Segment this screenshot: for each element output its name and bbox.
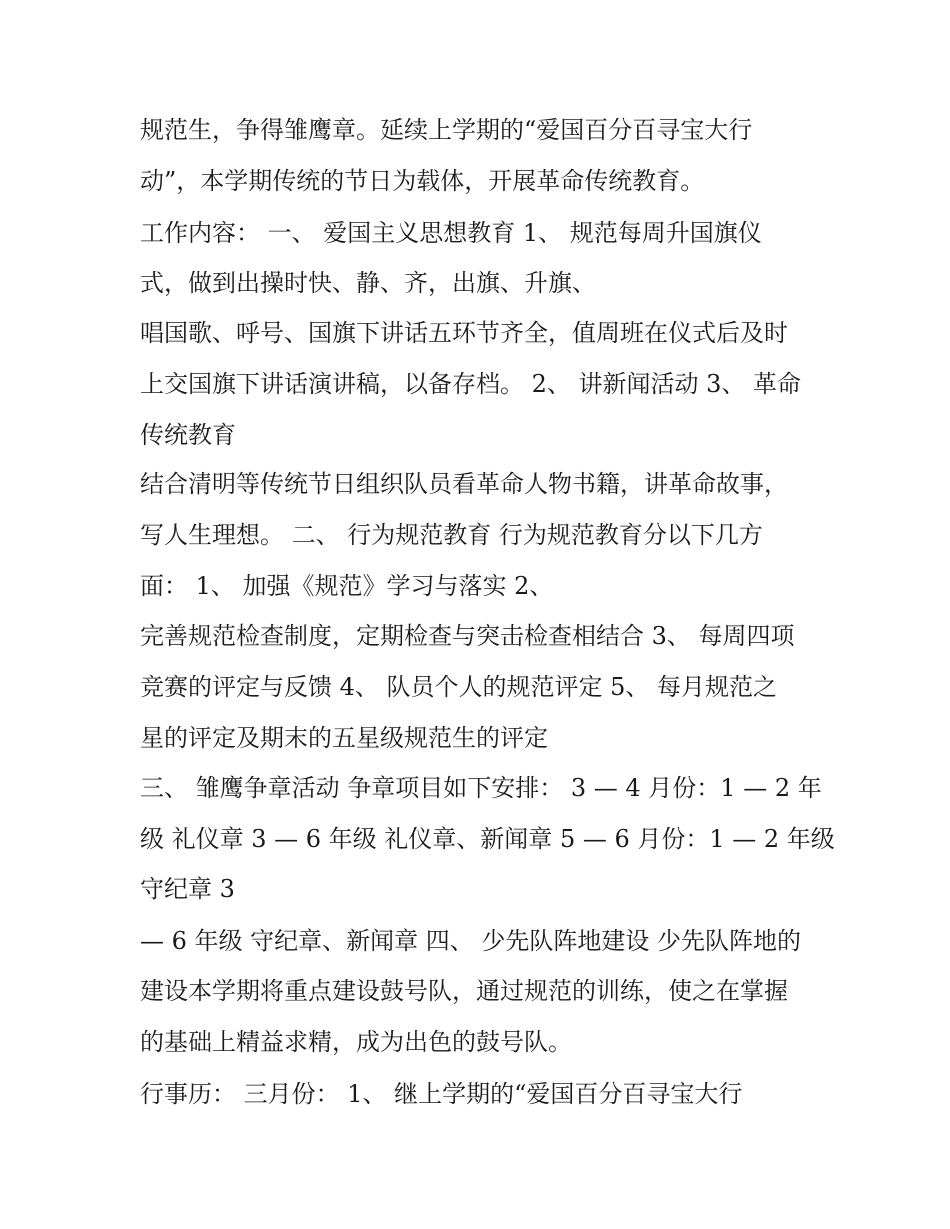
text-line: 星的评定及期末的五星级规范生的评定 — [140, 724, 548, 752]
text-line: — 6 年级 守纪章、新闻章 四、 少先队阵地建设 少先队阵地的 — [140, 927, 802, 955]
text-line: 工作内容： 一、 爱国主义思想教育 1、 规范每周升国旗仪 — [140, 219, 762, 247]
text-line: 面： 1、 加强《规范》学习与落实 2、 — [140, 572, 554, 600]
text-line: 写人生理想。 二、 行为规范教育 行为规范教育分以下几方 — [140, 521, 763, 549]
text-line: 上交国旗下讲话演讲稿，以备存档。 2、 讲新闻活动 3、 革命 — [140, 370, 802, 398]
text-line: 结合清明等传统节日组织队员看革命人物书籍，讲革命故事， — [140, 470, 788, 498]
text-line: 行事历： 三月份： 1、 继上学期的“爱国百分百寻宝大行 — [140, 1080, 743, 1108]
text-line: 三、 雏鹰争章活动 争章项目如下安排： 3 — 4 月份：1 — 2 年 — [140, 774, 822, 802]
text-line: 级 礼仪章 3 — 6 年级 礼仪章、新闻章 5 — 6 月份：1 — 2 年级 — [140, 825, 835, 853]
text-line: 竞赛的评定与反馈 4、 队员个人的规范评定 5、 每月规范之 — [140, 673, 778, 701]
text-line: 动”，本学期传统的节日为载体，开展革命传统教育。 — [140, 167, 705, 195]
text-line: 传统教育 — [140, 421, 236, 449]
text-line: 规范生，争得雏鹰章。延续上学期的“爱国百分百寻宝大行 — [140, 116, 753, 144]
text-line: 守纪章 3 — [140, 875, 235, 903]
text-line: 唱国歌、呼号、国旗下讲话五环节齐全，值周班在仪式后及时 — [140, 319, 788, 347]
text-line: 建设本学期将重点建设鼓号队，通过规范的训练，使之在掌握 — [140, 977, 788, 1005]
text-line: 的基础上精益求精，成为出色的鼓号队。 — [140, 1028, 572, 1056]
text-line: 完善规范检查制度，定期检查与突击检查相结合 3、 每周四项 — [140, 622, 795, 650]
text-line: 式，做到出操时快、静、齐，出旗、升旗、 — [140, 269, 596, 297]
